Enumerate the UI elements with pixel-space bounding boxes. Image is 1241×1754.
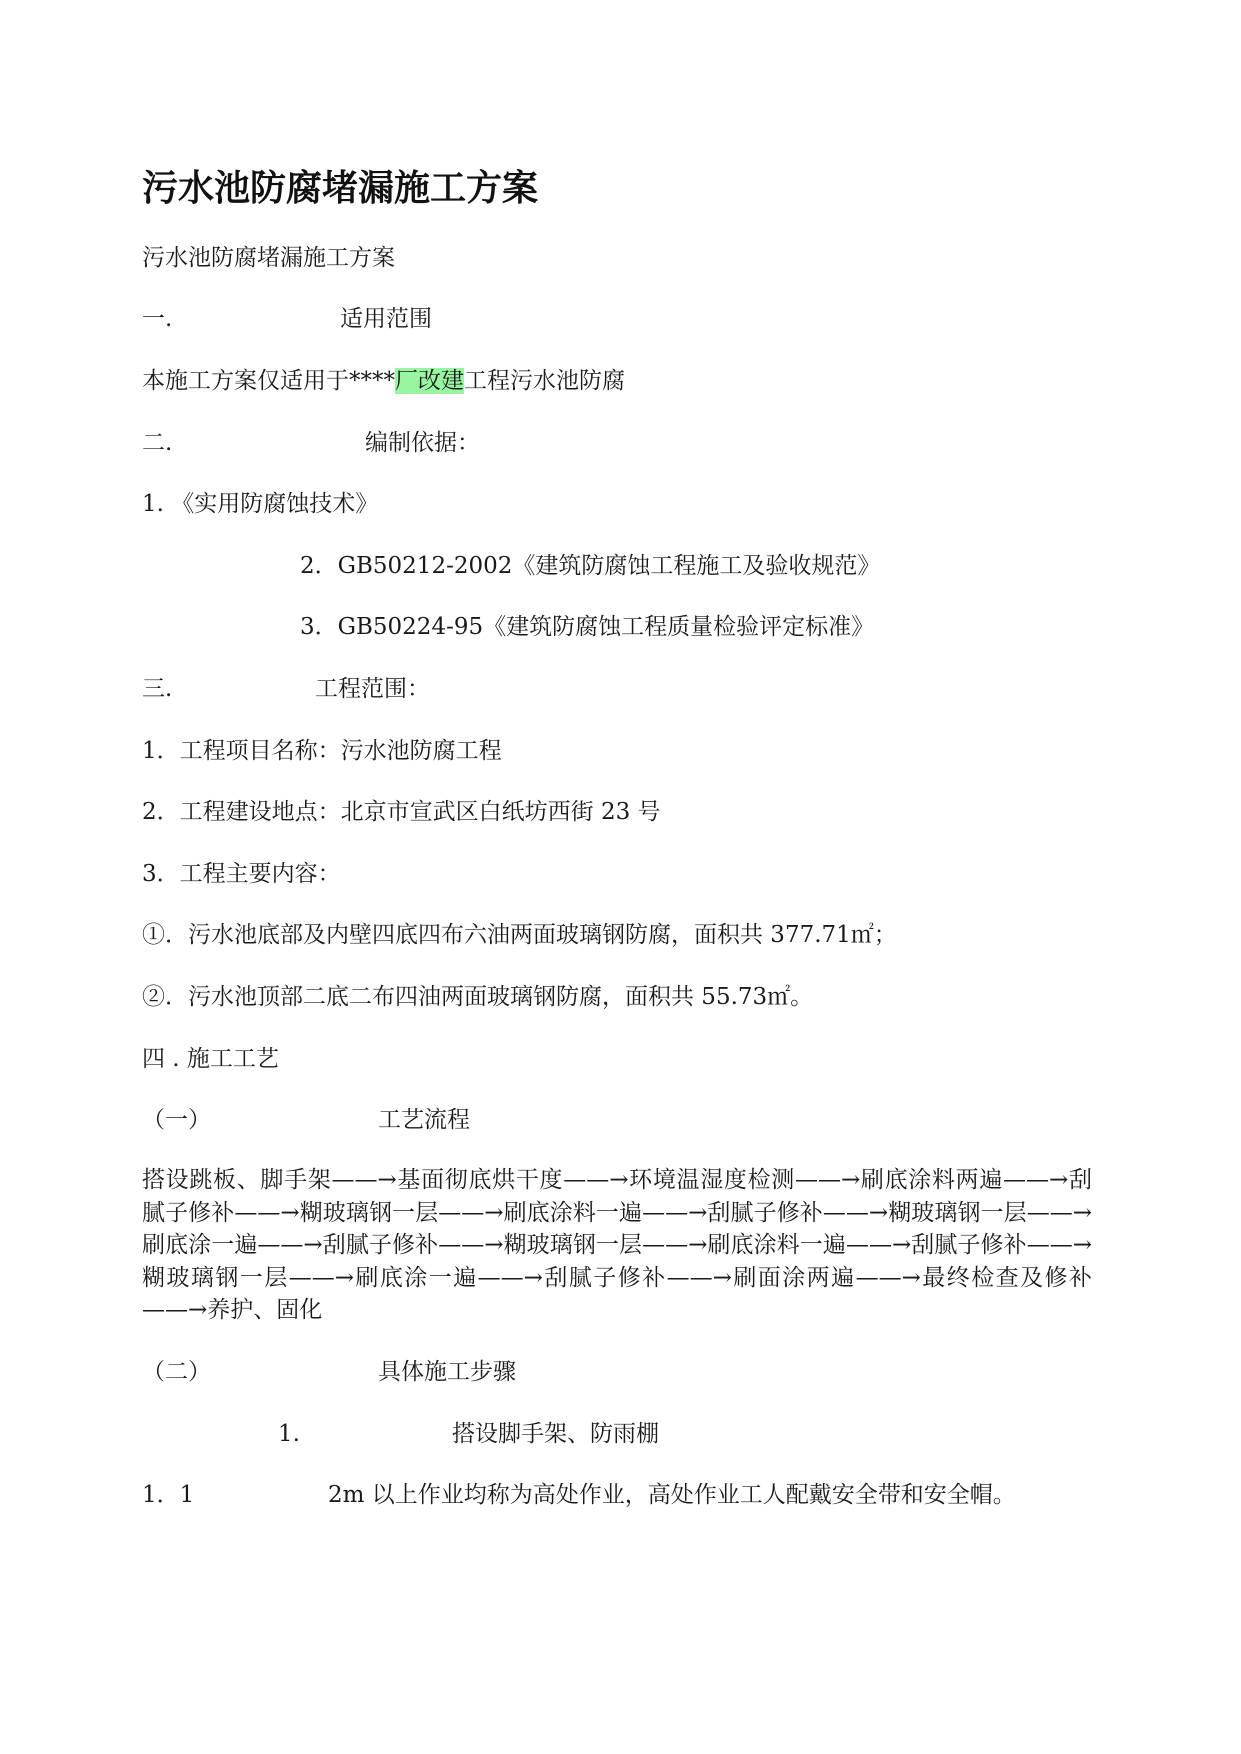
highlighted-text: 厂改建	[395, 368, 464, 394]
basis-item-1: 1. 《实用防腐蚀技术》	[142, 491, 379, 517]
section-2-heading: 编制依据：	[365, 430, 480, 456]
subsection-1-number: （一）	[142, 1107, 211, 1133]
scope-text-before: 本施工方案仅适用于****	[142, 368, 395, 394]
document-subtitle: 污水池防腐堵漏施工方案	[142, 245, 395, 271]
scope-item-2: 2．工程建设地点：北京市宣武区白纸坊西街 23 号	[142, 799, 661, 825]
scope-item-3: 3．工程主要内容：	[142, 861, 341, 887]
basis-item-2: 2．GB50212-2002《建筑防腐蚀工程施工及验收规范》	[300, 553, 881, 579]
scope-item-1: 1．工程项目名称：污水池防腐工程	[142, 738, 502, 764]
step-1-1-number: 1．1	[142, 1482, 195, 1508]
step-1-heading: 搭设脚手架、防雨棚	[452, 1421, 659, 1447]
process-flow-paragraph: 搭设跳板、脚手架——→基面彻底烘干度——→环境温湿度检测——→刷底涂料两遍——→刮腻子修补——→糊玻璃钢一层——→刷底涂料一遍——→刮腻子修补——→糊玻璃钢一层——→刷底涂一遍——→刮腻子修补——→糊玻璃钢一层——→刷底涂料一遍——→刮腻子修补——→糊玻璃钢一层——→刷底涂一遍——→刮腻子修补——→刷面涂两遍——→最终检查及修补——→养护、固化	[142, 1167, 1092, 1323]
scope-statement	[142, 367, 625, 395]
subsection-2-number: （二）	[142, 1359, 211, 1385]
basis-item-3: 3．GB50224-95《建筑防腐蚀工程质量检验评定标准》	[300, 614, 875, 640]
section-1-heading: 适用范围	[340, 306, 432, 332]
section-2-number: 二.	[142, 430, 173, 456]
scope-text-after: 工程污水池防腐	[464, 368, 625, 394]
section-1-number: 一.	[142, 306, 173, 332]
step-1-1-text: 2m 以上作业均称为高处作业，高处作业工人配戴安全带和安全帽。	[328, 1482, 1016, 1508]
scope-item-5: ②．污水池顶部二底二布四油两面玻璃钢防腐，面积共 55.73㎡。	[142, 984, 814, 1010]
section-4-heading: 四 . 施工工艺	[142, 1046, 279, 1072]
subsection-1-heading: 工艺流程	[378, 1107, 470, 1133]
subsection-2-heading: 具体施工步骤	[378, 1359, 516, 1385]
document-title: 污水池防腐堵漏施工方案	[142, 168, 539, 209]
step-1-number: 1.	[278, 1421, 300, 1447]
section-3-heading: 工程范围：	[315, 676, 430, 702]
scope-item-4: ①．污水池底部及内壁四底四布六油两面玻璃钢防腐，面积共 377.71㎡；	[142, 922, 897, 948]
section-3-number: 三.	[142, 676, 173, 702]
